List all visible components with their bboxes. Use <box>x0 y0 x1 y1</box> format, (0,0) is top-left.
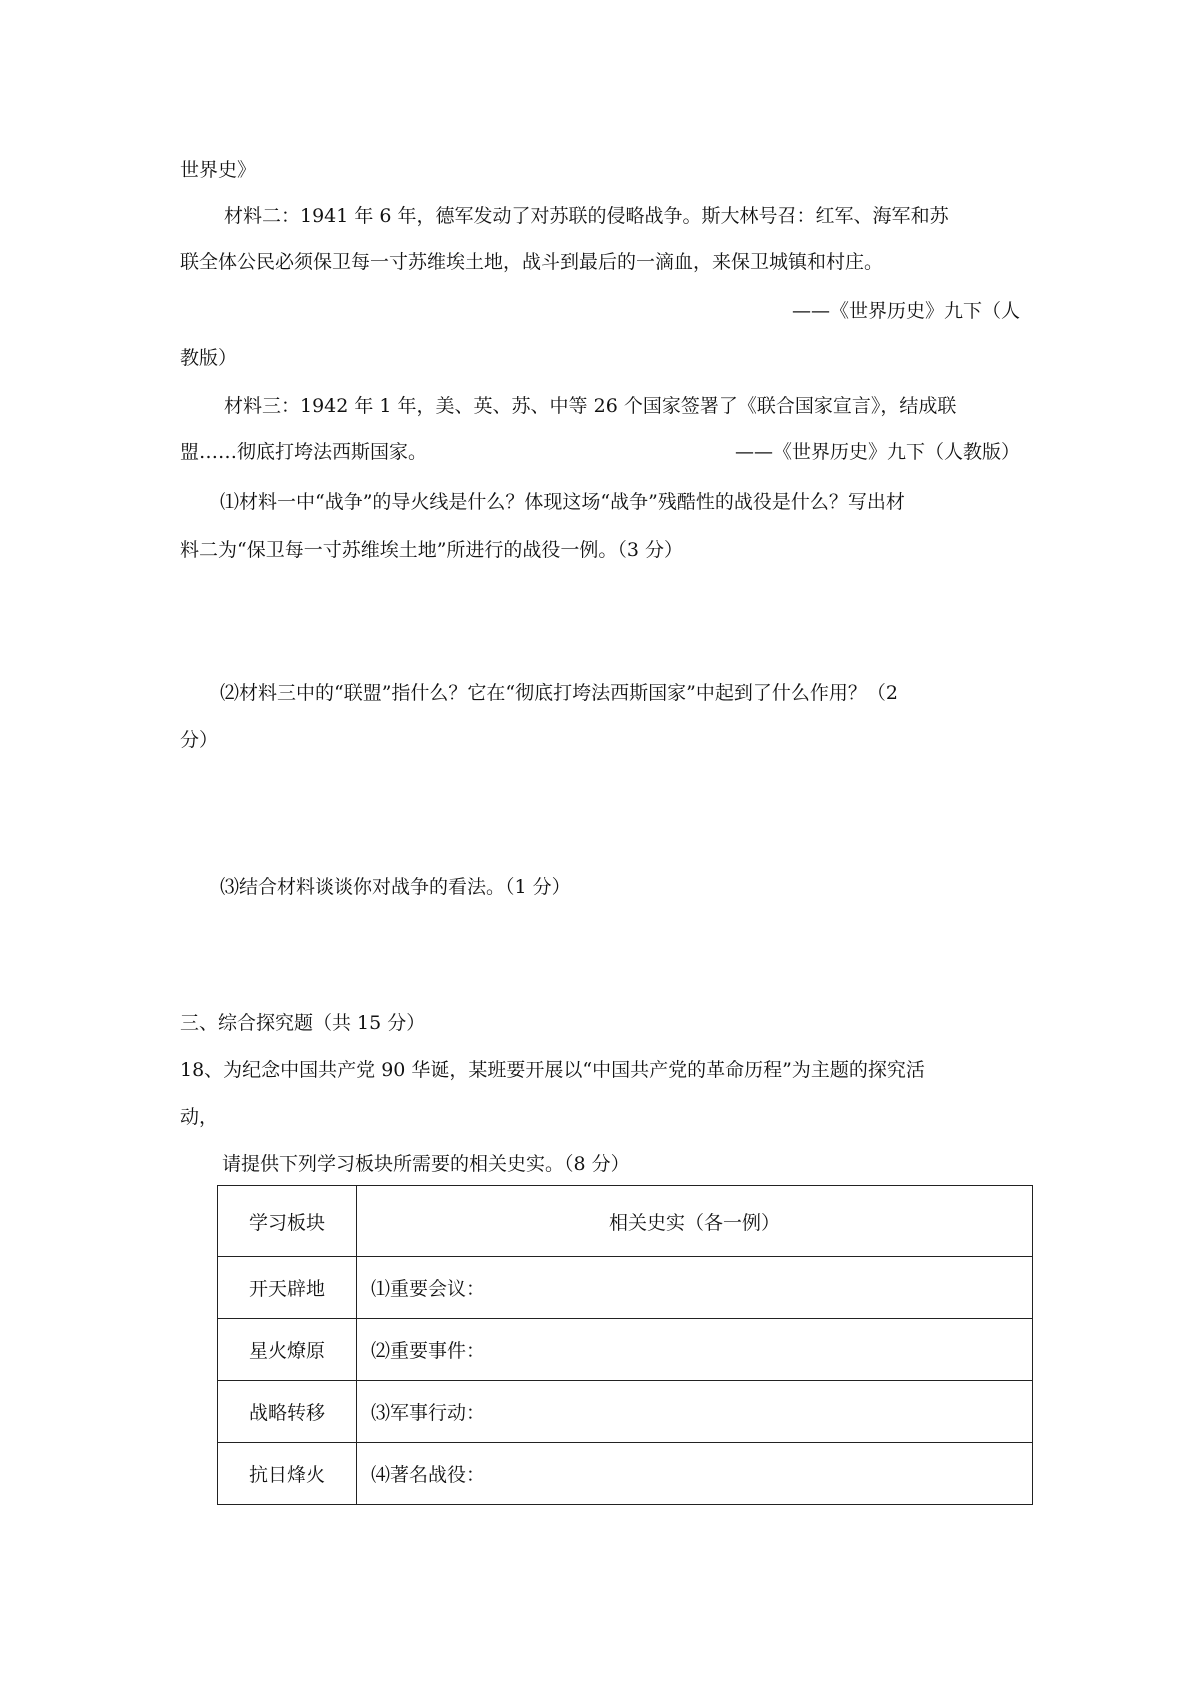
header-facts: 相关史实（各一例） <box>357 1186 1033 1257</box>
answer-space[interactable] <box>180 570 1020 670</box>
table-row <box>218 1319 1033 1381</box>
question-2-cont: 分） <box>180 729 219 751</box>
answer-space[interactable] <box>180 905 1020 995</box>
module-cell: 战略转移 <box>218 1381 357 1443</box>
text-line: 材料二：1941 年 6 年，德军发动了对苏联的侵略战争。斯大林号召：红军、海军和苏 <box>224 205 949 227</box>
module-cell: 星火燎原 <box>218 1319 357 1381</box>
answer-space[interactable] <box>180 760 1020 870</box>
question-1-cont: 料二为“保卫每一寸苏维埃土地”所进行的战役一例。（3 分） <box>180 539 684 561</box>
text-line: 联全体公民必须保卫每一寸苏维埃土地，战斗到最后的一滴血，来保卫城镇和村庄。 <box>180 251 884 273</box>
question-1: ⑴材料一中“战争”的导火线是什么？体现这场“战争”残酷性的战役是什么？写出材 <box>220 491 905 513</box>
table-row <box>218 1443 1033 1505</box>
question-18-cont: 动， <box>180 1106 219 1128</box>
text-line: 世界史》 <box>180 159 257 181</box>
fact-cell[interactable]: ⑷著名战役： <box>357 1443 1033 1505</box>
text-line: 教版） <box>180 347 238 369</box>
question-18-instruction: 请提供下列学习板块所需要的相关史实。（8 分） <box>222 1153 630 1175</box>
header-module: 学习板块 <box>218 1186 357 1257</box>
question-18: 18、为纪念中国共产党 90 华诞，某班要开展以“中国共产党的革命历程”为主题的探究活 <box>180 1059 925 1081</box>
table-header-row <box>218 1186 1033 1257</box>
text-line: 盟……彻底打垮法西斯国家。 <box>180 441 428 463</box>
fact-cell[interactable]: ⑴重要会议： <box>357 1257 1033 1319</box>
section-heading: 三、综合探究题（共 15 分） <box>180 1012 426 1034</box>
source-citation: ——《世界历史》九下（人 <box>791 300 1020 322</box>
question-2: ⑵材料三中的“联盟”指什么？它在“彻底打垮法西斯国家”中起到了什么作用？（2 <box>220 682 898 704</box>
module-cell: 抗日烽火 <box>218 1443 357 1505</box>
source-citation: ——《世界历史》九下（人教版） <box>734 441 1020 463</box>
text-line: 材料三：1942 年 1 年，美、英、苏、中等 26 个国家签署了《联合国家宣言》，结成联 <box>224 395 957 417</box>
table-row <box>218 1257 1033 1319</box>
table-row <box>218 1381 1033 1443</box>
module-cell: 开天辟地 <box>218 1257 357 1319</box>
fact-cell[interactable]: ⑶军事行动： <box>357 1381 1033 1443</box>
study-module-table <box>217 1185 1033 1505</box>
question-3: ⑶结合材料谈谈你对战争的看法。（1 分） <box>220 876 571 898</box>
fact-cell[interactable]: ⑵重要事件： <box>357 1319 1033 1381</box>
